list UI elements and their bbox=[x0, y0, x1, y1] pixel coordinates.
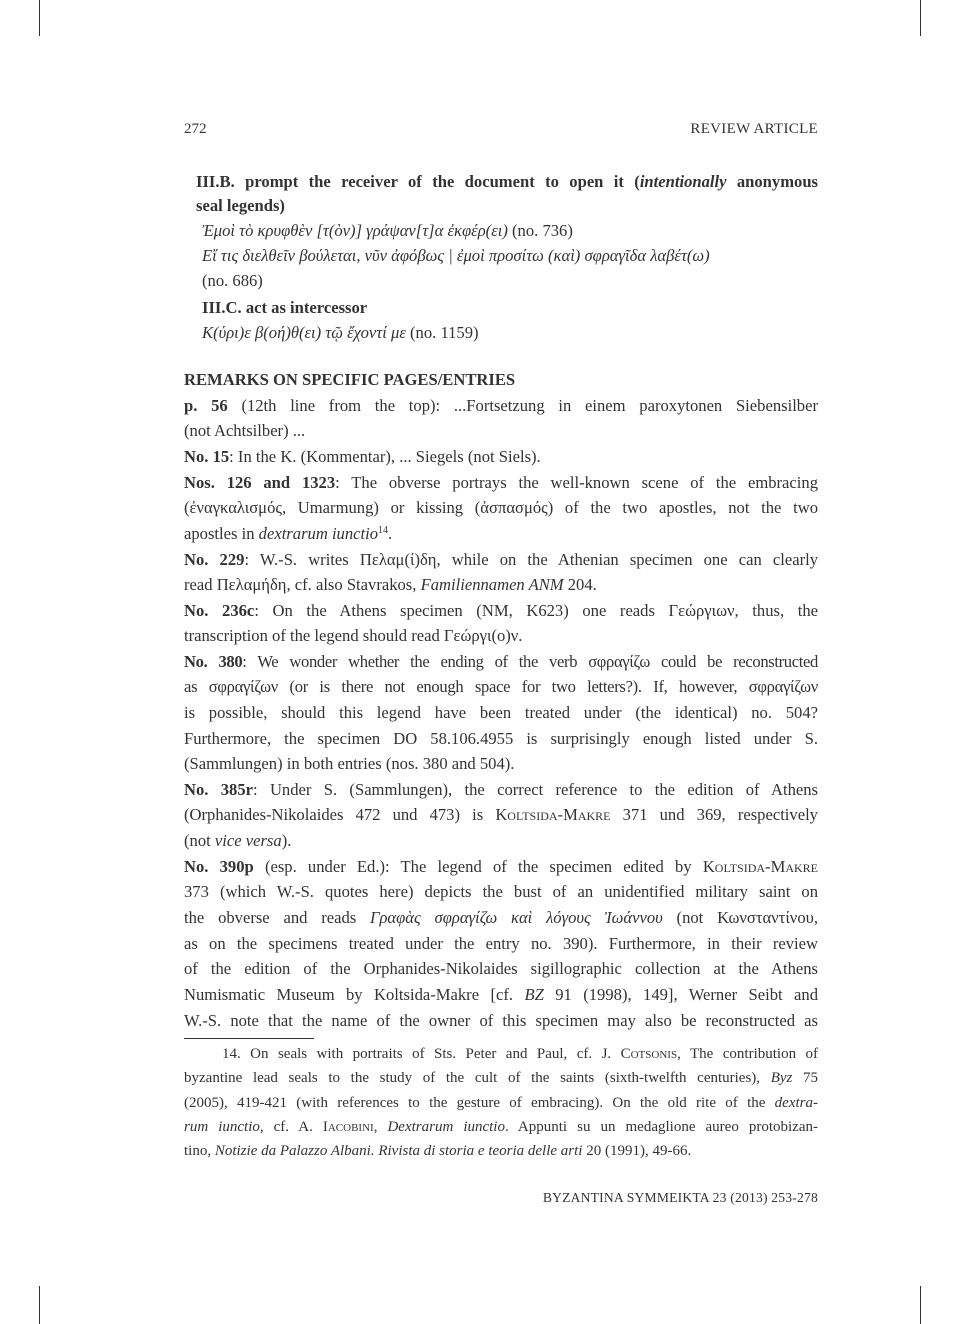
footnote-rule bbox=[184, 1038, 314, 1039]
remark-nos126-line2: (ἐναγκαλισμός, Umarmung) or kissing (ἀσπασμός) of the two apostles, not the two bbox=[184, 498, 818, 517]
crop-mark-top-left bbox=[39, 0, 40, 36]
section-iiic-heading: III.C. act as intercessor bbox=[202, 298, 368, 317]
remark-no385r: No. 385r: Under S. (Sammlungen), the correct reference to the edition of Athens bbox=[184, 780, 818, 799]
crop-mark-bottom-left bbox=[39, 1286, 40, 1324]
footnote-14: 14. On seals with portraits of Sts. Peter and Paul, cf. J. Cotsonis, The contribution of bbox=[222, 1046, 819, 1062]
remark-no390p-line6: Numismatic Museum by Koltsida-Makre [cf. BZ 91 (1998), 149], Werner Seibt and bbox=[184, 985, 818, 1004]
section-iiib-heading: III.B. prompt the receiver of the document to open it (intentionally anonymous bbox=[196, 172, 819, 191]
remark-no15: No. 15: In the K. (Kommentar), ... Siegels (not Siels). bbox=[184, 447, 541, 466]
footnote-ref-14[interactable]: 14 bbox=[378, 525, 389, 536]
remark-p56-cont: (not Achtsilber) ... bbox=[184, 421, 306, 440]
remark-no380-line3: is possible, should this legend have been treated under (the identical) no. 504? bbox=[184, 703, 818, 722]
remark-no229: No. 229: W.-S. writes Πελαμ(ί)δη, while on the Athenian specimen one can clearly bbox=[184, 550, 819, 569]
crop-mark-bottom-right bbox=[920, 1286, 921, 1324]
remark-no229-line2: read Πελαμήδη, cf. also Stavrakos, Familiennamen ANM 204. bbox=[184, 575, 597, 594]
remark-no236c: No. 236c: On the Athens specimen (NM, K623) one reads Γεώργιων, thus, the bbox=[184, 601, 818, 620]
journal-footer: BYZANTINA SYMMEIKTA 23 (2013) 253-278 bbox=[542, 1190, 818, 1205]
remark-no380-line4: Furthermore, the specimen DO 58.106.4955 is surprisingly enough listed under S. bbox=[184, 729, 818, 748]
footnote-14-line5: tino, Notizie da Palazzo Albani. Rivista di storia e teoria delle arti 20 (1991), 49-66. bbox=[184, 1143, 692, 1159]
remark-no390p-line2: 373 (which W.-S. quotes here) depicts the bust of an unidentified military saint on bbox=[184, 882, 818, 901]
running-title: REVIEW ARTICLE bbox=[690, 121, 818, 137]
remark-no390p-line3: the obverse and reads Γραφὰς σφραγίζω καὶ λόγους Ἰωάννου (not Κωνσταντίνου, bbox=[184, 908, 818, 927]
running-header bbox=[184, 121, 818, 141]
seal-legend-736: Ἐμοὶ τὸ κρυφθὲν [τ(ὸν)] γράψαν[τ]α ἐκφέρ(ει) (no. 736) bbox=[202, 221, 573, 240]
remark-nos126-line3: apostles in dextrarum iunctio$^{14}$. bbox=[184, 524, 393, 543]
remark-no390p-line7: W.-S. note that the name of the owner of this specimen may also be reconstructed as bbox=[184, 1011, 818, 1030]
footnote-14-line2: byzantine lead seals to the study of the cult of the saints (sixth-twelfth centuries), Byz 75 bbox=[184, 1070, 818, 1086]
remark-p56: p. 56 (12th line from the top): ...Fortsetzung in einem paroxytonen Siebensilber bbox=[184, 396, 818, 415]
remark-no385r-line2: (Orphanides-Nikolaides 472 und 473) is Koltsida-Makre 371 und 369, respectively bbox=[184, 805, 818, 824]
remark-no380-line5: (Sammlungen) in both entries (nos. 380 and 504). bbox=[184, 754, 515, 773]
footnote-14-line4: rum iunctio, cf. A. Iacobini, Dextrarum iunctio. Appunti su un medaglione aureo protobizan- bbox=[184, 1119, 818, 1135]
footnote-14-line3: (2005), 419-421 (with references to the gesture of embracing). On the old rite of the dextra- bbox=[184, 1095, 818, 1111]
remark-no385r-line3: (not vice versa). bbox=[184, 831, 292, 850]
remark-nos126: Nos. 126 and 1323: The obverse portrays the well-known scene of the embracing bbox=[184, 473, 818, 492]
remark-no390p-line5: of the edition of the Orphanides-Nikolaides sigillographic collection at the Athens bbox=[184, 959, 818, 978]
remark-no390p: No. 390p (esp. under Ed.): The legend of the specimen edited by Koltsida-Makre bbox=[184, 857, 818, 876]
seal-legend-686-ref: (no. 686) bbox=[202, 271, 263, 290]
section-iiib-heading-cont: seal legends) bbox=[196, 196, 285, 215]
remark-no390p-line4: as on the specimens treated under the entry no. 390). Furthermore, in their review bbox=[184, 934, 818, 953]
seal-legend-1159: Κ(ύρι)ε β(οή)θ(ει) τῷ ἔχοντί με (no. 1159) bbox=[202, 323, 479, 342]
remarks-heading: REMARKS ON SPECIFIC PAGES/ENTRIES bbox=[184, 370, 516, 389]
remark-no380: No. 380: We wonder whether the ending of the verb σφραγίζω could be reconstructed bbox=[184, 652, 818, 671]
seal-legend-686: Εἴ τις διελθεῖν βούλεται, νῦν ἀφόβως | ἐμοὶ προσίτω (καὶ) σφραγῖδα λαβέτ(ω) bbox=[202, 246, 710, 265]
page-number: 272 bbox=[184, 121, 207, 137]
crop-mark-top-right bbox=[920, 0, 921, 36]
remark-no380-line2: as σφραγίζων (or is there not enough space for two letters?). If, however, σφραγίζων bbox=[184, 677, 818, 696]
remark-no236c-line2: transcription of the legend should read Γεώργι(ο)ν. bbox=[184, 626, 523, 645]
